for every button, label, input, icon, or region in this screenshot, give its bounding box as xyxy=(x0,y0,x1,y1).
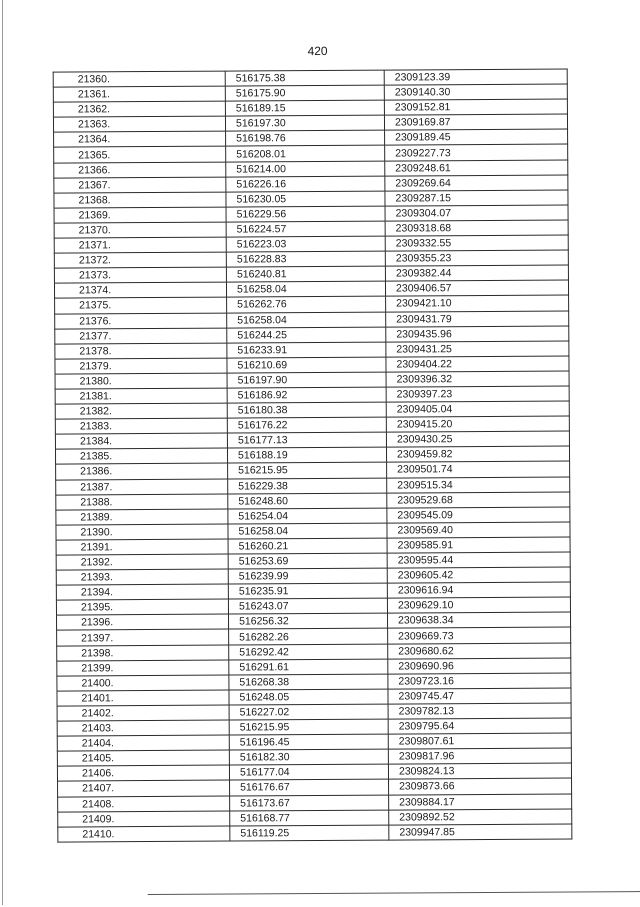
point-number-cell: 21402. xyxy=(57,705,229,721)
easting-cell: 516258.04 xyxy=(228,523,387,539)
point-number-cell: 21395. xyxy=(56,599,228,615)
northing-cell: 2309415.20 xyxy=(386,416,569,432)
easting-cell: 516176.67 xyxy=(230,779,389,795)
northing-cell: 2309355.23 xyxy=(385,250,568,266)
easting-cell: 516230.05 xyxy=(226,191,385,207)
point-number-cell: 21407. xyxy=(58,780,230,796)
easting-cell: 516256.32 xyxy=(229,613,388,629)
point-number-cell: 21394. xyxy=(56,584,228,600)
easting-cell: 516258.04 xyxy=(227,312,386,328)
northing-cell: 2309669.73 xyxy=(388,627,571,643)
point-number-cell: 21369. xyxy=(54,207,226,223)
northing-cell: 2309569.40 xyxy=(387,522,570,538)
easting-cell: 516253.69 xyxy=(228,553,387,569)
page-number: 420 xyxy=(307,43,328,59)
easting-cell: 516282.26 xyxy=(229,629,388,645)
easting-cell: 516196.45 xyxy=(229,734,388,750)
point-number-cell: 21386. xyxy=(56,464,228,480)
point-number-cell: 21406. xyxy=(57,765,229,781)
northing-cell: 2309421.10 xyxy=(386,295,569,311)
point-number-cell: 21362. xyxy=(53,101,225,117)
point-number-cell: 21389. xyxy=(56,509,228,525)
easting-cell: 516243.07 xyxy=(228,598,387,614)
easting-cell: 516173.67 xyxy=(230,795,389,811)
easting-cell: 516180.38 xyxy=(227,402,386,418)
easting-cell: 516268.38 xyxy=(229,674,388,690)
point-number-cell: 21404. xyxy=(57,735,229,751)
point-number-cell: 21367. xyxy=(54,177,226,193)
northing-cell: 2309690.96 xyxy=(388,658,571,674)
northing-cell: 2309140.30 xyxy=(384,84,567,100)
point-number-cell: 21365. xyxy=(54,147,226,163)
easting-cell: 516177.04 xyxy=(229,764,388,780)
easting-cell: 516182.30 xyxy=(229,749,388,765)
northing-cell: 2309545.09 xyxy=(387,507,570,523)
northing-cell: 2309605.42 xyxy=(387,567,570,583)
northing-cell: 2309529.68 xyxy=(387,492,570,508)
easting-cell: 516235.91 xyxy=(228,583,387,599)
northing-cell: 2309397.23 xyxy=(386,386,569,402)
point-number-cell: 21378. xyxy=(55,343,227,359)
easting-cell: 516175.38 xyxy=(225,70,384,86)
point-number-cell: 21390. xyxy=(56,524,228,540)
point-number-cell: 21391. xyxy=(56,539,228,555)
northing-cell: 2309892.52 xyxy=(389,809,572,825)
northing-cell: 2309304.07 xyxy=(385,205,568,221)
northing-cell: 2309227.73 xyxy=(385,144,568,160)
easting-cell: 516175.90 xyxy=(225,85,384,101)
easting-cell: 516119.25 xyxy=(230,825,389,841)
northing-cell: 2309435.96 xyxy=(386,326,569,342)
northing-cell: 2309248.61 xyxy=(385,160,568,176)
northing-cell: 2309595.44 xyxy=(387,552,570,568)
easting-cell: 516168.77 xyxy=(230,810,389,826)
northing-cell: 2309616.94 xyxy=(387,582,570,598)
northing-cell: 2309189.45 xyxy=(385,129,568,145)
easting-cell: 516224.57 xyxy=(226,221,385,237)
northing-cell: 2309817.96 xyxy=(388,748,571,764)
easting-cell: 516291.61 xyxy=(229,659,388,675)
easting-cell: 516226.16 xyxy=(226,176,385,192)
point-number-cell: 21410. xyxy=(58,826,230,842)
point-number-cell: 21398. xyxy=(57,645,229,661)
point-number-cell: 21399. xyxy=(57,660,229,676)
northing-cell: 2309459.82 xyxy=(386,446,569,462)
northing-cell: 2309269.64 xyxy=(385,175,568,191)
northing-cell: 2309680.62 xyxy=(388,643,571,659)
point-number-cell: 21408. xyxy=(58,796,230,812)
point-number-cell: 21376. xyxy=(55,313,227,329)
scan-edge xyxy=(2,0,3,905)
northing-cell: 2309152.81 xyxy=(384,99,567,115)
easting-cell: 516215.95 xyxy=(229,719,388,735)
point-number-cell: 21385. xyxy=(55,448,227,464)
point-number-cell: 21392. xyxy=(56,554,228,570)
northing-cell: 2309287.15 xyxy=(385,190,568,206)
easting-cell: 516197.30 xyxy=(225,115,384,131)
easting-cell: 516198.76 xyxy=(226,130,385,146)
point-number-cell: 21384. xyxy=(55,433,227,449)
point-number-cell: 21380. xyxy=(55,373,227,389)
easting-cell: 516229.56 xyxy=(226,206,385,222)
point-number-cell: 21393. xyxy=(56,569,228,585)
northing-cell: 2309515.34 xyxy=(387,477,570,493)
northing-cell: 2309638.34 xyxy=(387,612,570,628)
point-number-cell: 21381. xyxy=(55,388,227,404)
point-number-cell: 21377. xyxy=(55,328,227,344)
easting-cell: 516188.19 xyxy=(227,447,386,463)
easting-cell: 516215.95 xyxy=(228,463,387,479)
point-number-cell: 21375. xyxy=(55,297,227,313)
easting-cell: 516208.01 xyxy=(226,146,385,162)
northing-cell: 2309585.91 xyxy=(387,537,570,553)
point-number-cell: 21387. xyxy=(56,479,228,495)
northing-cell: 2309431.79 xyxy=(386,310,569,326)
northing-cell: 2309807.61 xyxy=(388,733,571,749)
point-number-cell: 21360. xyxy=(53,71,225,87)
point-number-cell: 21397. xyxy=(57,630,229,646)
point-number-cell: 21388. xyxy=(56,494,228,510)
easting-cell: 516197.90 xyxy=(227,372,386,388)
coordinates-table xyxy=(53,68,573,842)
northing-cell: 2309884.17 xyxy=(389,793,572,809)
easting-cell: 516176.22 xyxy=(227,417,386,433)
point-number-cell: 21364. xyxy=(54,131,226,147)
point-number-cell: 21400. xyxy=(57,675,229,691)
easting-cell: 516233.91 xyxy=(227,342,386,358)
northing-cell: 2309745.47 xyxy=(388,688,571,704)
northing-cell: 2309404.22 xyxy=(386,356,569,372)
point-number-cell: 21373. xyxy=(54,267,226,283)
northing-cell: 2309382.44 xyxy=(385,265,568,281)
easting-cell: 516248.60 xyxy=(228,493,387,509)
point-number-cell: 21374. xyxy=(54,282,226,298)
easting-cell: 516177.13 xyxy=(227,432,386,448)
easting-cell: 516258.04 xyxy=(226,281,385,297)
easting-cell: 516223.03 xyxy=(226,236,385,252)
northing-cell: 2309332.55 xyxy=(385,235,568,251)
point-number-cell: 21405. xyxy=(57,750,229,766)
point-number-cell: 21401. xyxy=(57,690,229,706)
northing-cell: 2309318.68 xyxy=(385,220,568,236)
easting-cell: 516228.83 xyxy=(226,251,385,267)
easting-cell: 516254.04 xyxy=(228,508,387,524)
easting-cell: 516292.42 xyxy=(229,644,388,660)
easting-cell: 516227.02 xyxy=(229,704,388,720)
easting-cell: 516186.92 xyxy=(227,387,386,403)
easting-cell: 516240.81 xyxy=(226,266,385,282)
easting-cell: 516262.76 xyxy=(227,297,386,313)
northing-cell: 2309430.25 xyxy=(386,431,569,447)
point-number-cell: 21361. xyxy=(53,86,225,102)
northing-cell: 2309406.57 xyxy=(385,280,568,296)
northing-cell: 2309123.39 xyxy=(384,69,567,85)
northing-cell: 2309169.87 xyxy=(384,114,567,130)
point-number-cell: 21371. xyxy=(54,237,226,253)
table-row xyxy=(58,824,572,842)
easting-cell: 516189.15 xyxy=(225,100,384,116)
northing-cell: 2309396.32 xyxy=(386,371,569,387)
northing-cell: 2309431.25 xyxy=(386,341,569,357)
northing-cell: 2309723.16 xyxy=(388,673,571,689)
point-number-cell: 21363. xyxy=(53,116,225,132)
point-number-cell: 21382. xyxy=(55,403,227,419)
easting-cell: 516214.00 xyxy=(226,161,385,177)
easting-cell: 516229.38 xyxy=(228,478,387,494)
northing-cell: 2309947.85 xyxy=(389,824,572,840)
bottom-rule xyxy=(148,891,640,895)
point-number-cell: 21396. xyxy=(57,614,229,630)
northing-cell: 2309405.04 xyxy=(386,401,569,417)
northing-cell: 2309873.66 xyxy=(389,778,572,794)
point-number-cell: 21372. xyxy=(54,252,226,268)
northing-cell: 2309782.13 xyxy=(388,703,571,719)
point-number-cell: 21403. xyxy=(57,720,229,736)
easting-cell: 516248.05 xyxy=(229,689,388,705)
coordinates-table-body xyxy=(53,69,572,842)
point-number-cell: 21368. xyxy=(54,192,226,208)
northing-cell: 2309824.13 xyxy=(388,763,571,779)
easting-cell: 516239.99 xyxy=(228,568,387,584)
point-number-cell: 21366. xyxy=(54,162,226,178)
point-number-cell: 21370. xyxy=(54,222,226,238)
point-number-cell: 21383. xyxy=(55,418,227,434)
easting-cell: 516210.69 xyxy=(227,357,386,373)
northing-cell: 2309629.10 xyxy=(387,597,570,613)
northing-cell: 2309501.74 xyxy=(387,461,570,477)
point-number-cell: 21379. xyxy=(55,358,227,374)
easting-cell: 516260.21 xyxy=(228,538,387,554)
northing-cell: 2309795.64 xyxy=(388,718,571,734)
point-number-cell: 21409. xyxy=(58,811,230,827)
easting-cell: 516244.25 xyxy=(227,327,386,343)
